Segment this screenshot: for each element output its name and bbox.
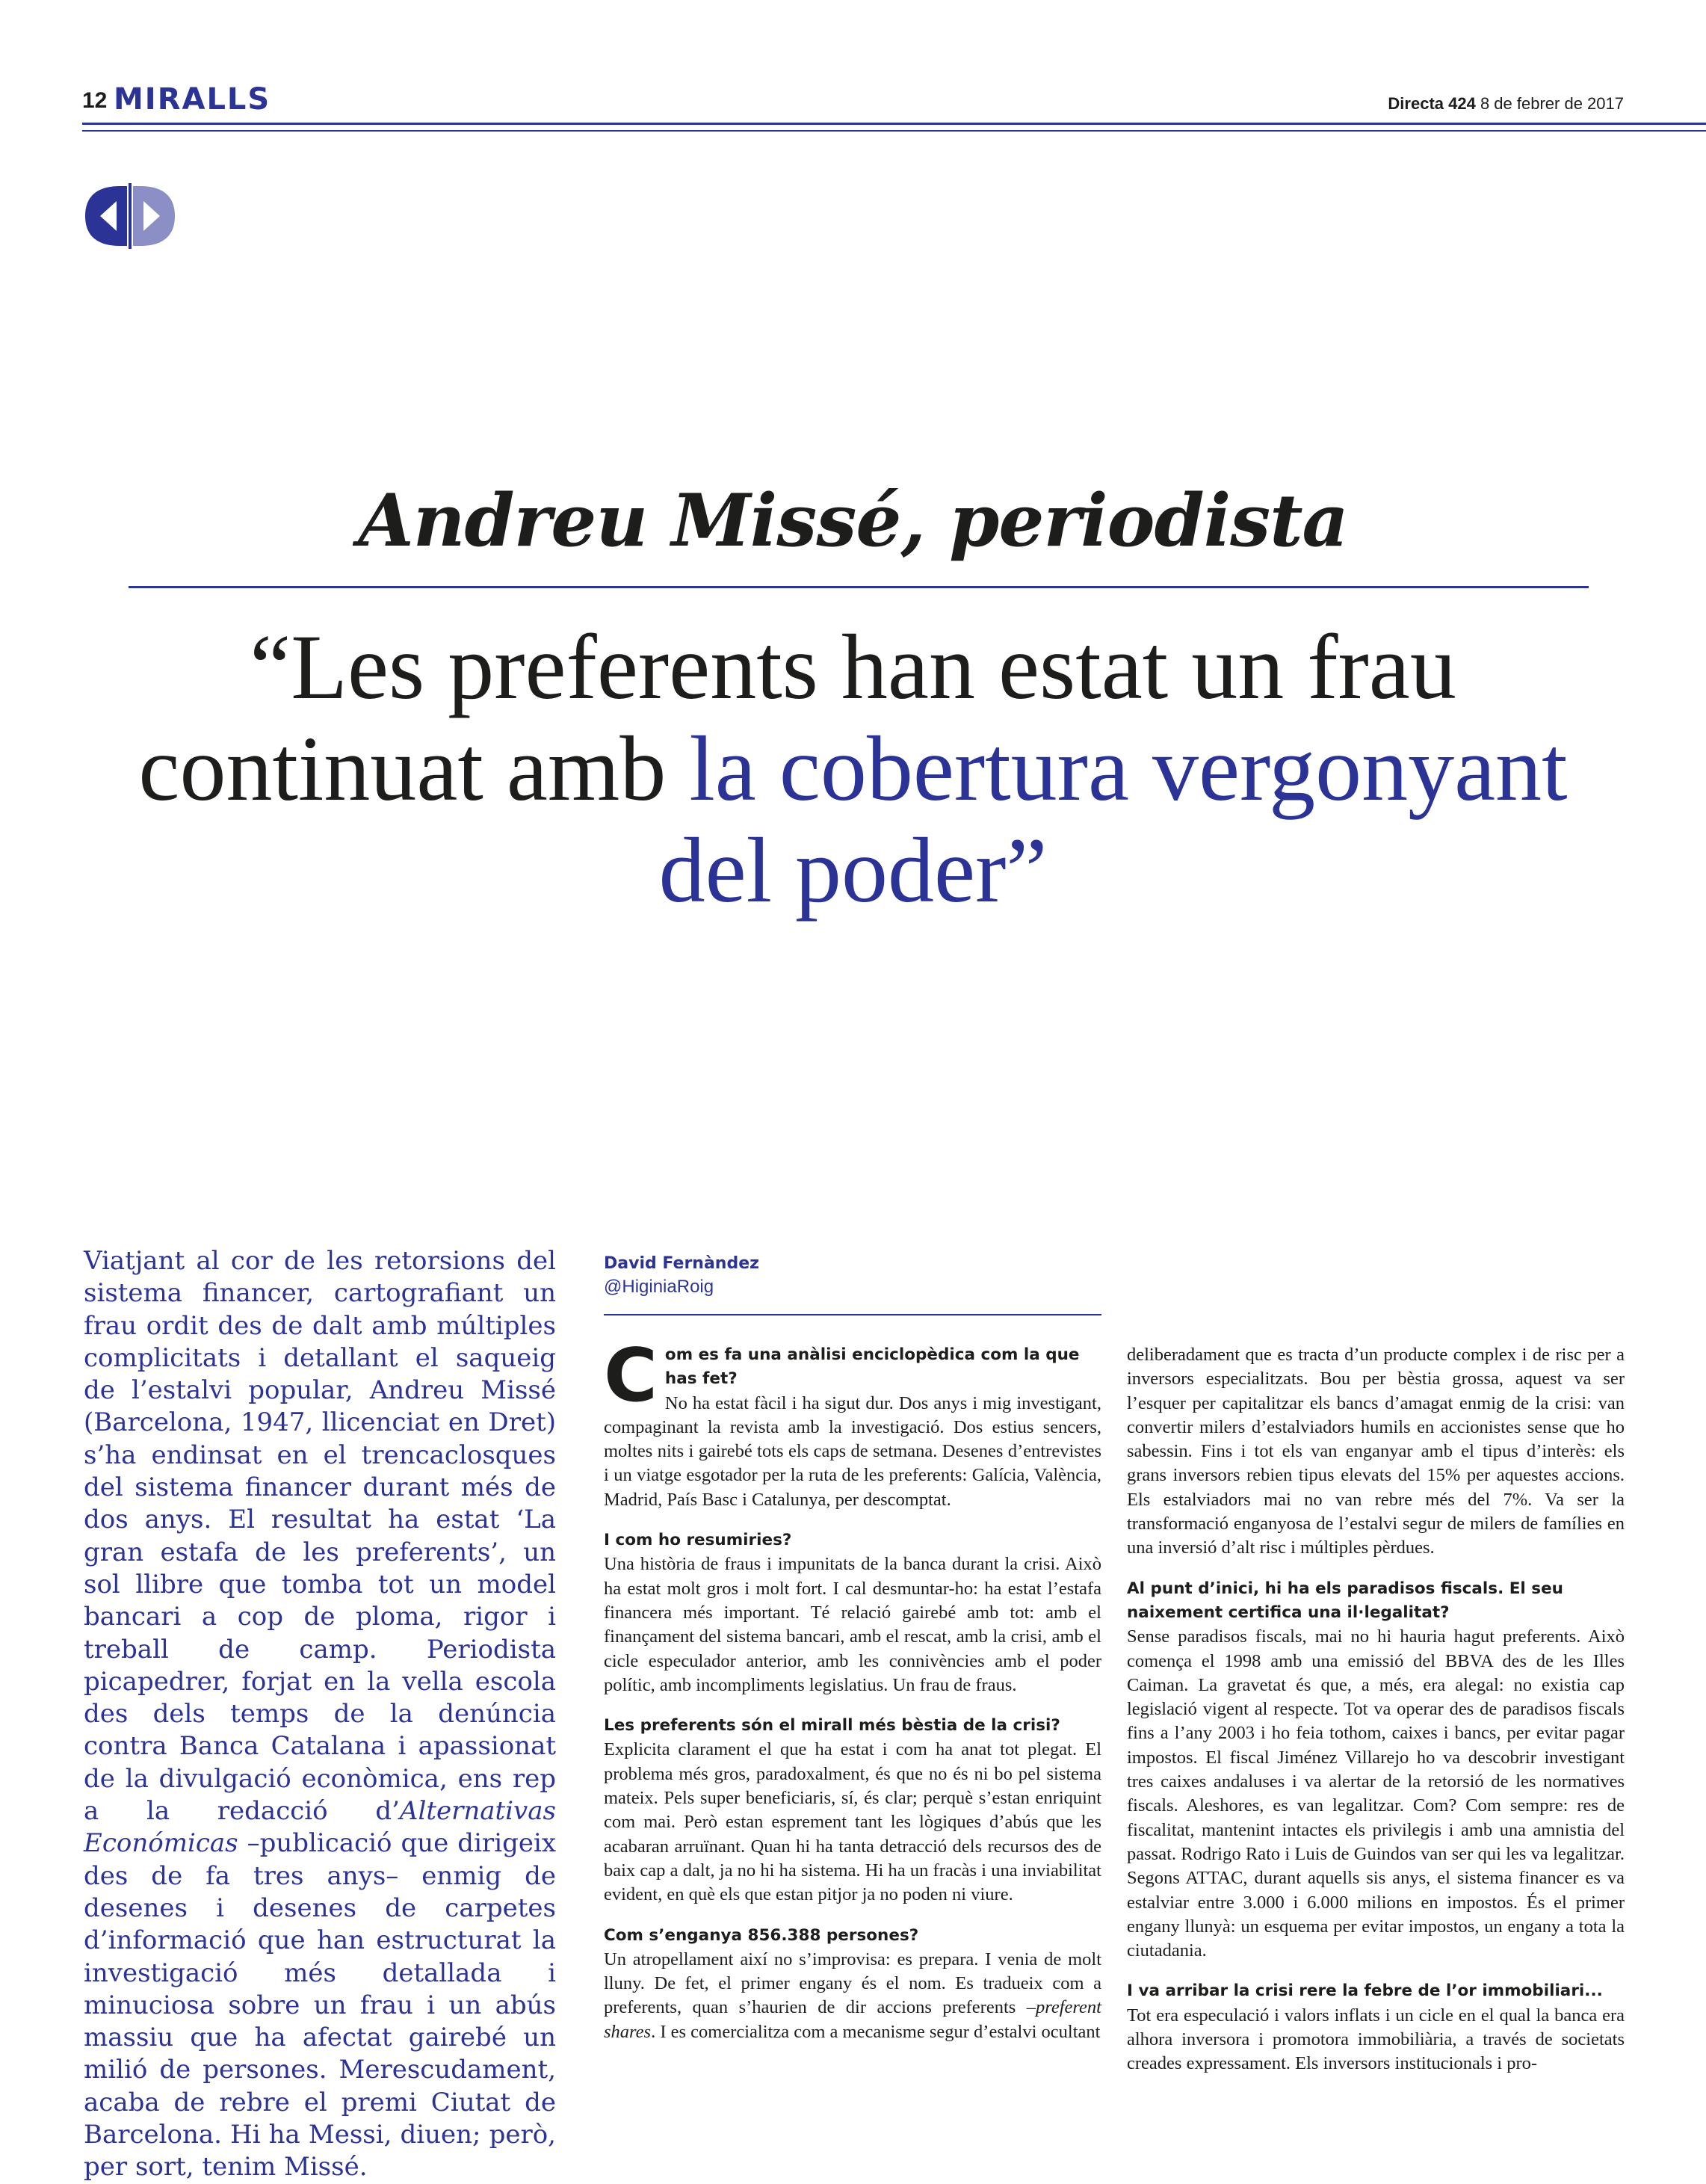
- answer-continued: deliberadament que es tracta d’un producte complex i de risc per a inversors especialitzats. Bou per bèstia grossa, aquest va ser l’esquer per capitalitzar els bancs d’amagat enmig de la crisi: van convertir milers d’estalviadors humils en accionistes sense que ho sabessin. Fins i tot els van enganyar amb el tipus d’interès: els grans inversors rebien tipus elevats del 15% per aquestes accions. Els estalviadors mai no van rebre més del 7%. Va ser la transformació enganyosa de l’estalvi segur de milers de famílies en una inversió d’alt risc i múltiples pèrdues.: [1127, 1345, 1625, 1558]
- page-number: 12: [82, 88, 108, 113]
- dropcap: C: [604, 1333, 658, 1419]
- intro-publication: Alternativas Económicas: [84, 1796, 556, 1859]
- interview-column-2: [1127, 1343, 1625, 2076]
- question: Les preferents són el mirall més bèstia de la crisi?: [604, 1716, 1060, 1736]
- byline-divider: [604, 1314, 1101, 1315]
- author-name: David Fernàndez: [604, 1254, 759, 1273]
- arrows-left-right-icon: [84, 183, 176, 249]
- interviewee-kicker: Andreu Missé, periodista: [358, 478, 1348, 563]
- quote-highlight: la cobertura vergonyant del poder: [658, 718, 1568, 922]
- answer-text: . I es comercialitza com a mecanisme segur d’estalvi ocultant: [651, 2021, 1101, 2042]
- header-rule: [82, 123, 1706, 125]
- intro-text-1: Viatjant al cor de les retorsions del sistema financer, cartografiant un frau ordit des de dalt amb múltiples complicitats i detallant el saqueig de l’estalvi popular, Andreu Missé (Barcelona, 1947, llicenciat en Dret) s’ha endinsat en el trencaclosques del sistema financer durant més de dos anys. El resultat ha estat ‘La gran estafa de les preferents’, un sol llibre que tomba tot un model bancari a cop de ploma, rigor i treball de camp. Periodista picapedrer, forjat en la vella escola des dels temps de la denúncia contra Banca Catalana i apassionat de la divulgació econòmica, ens rep a la redacció d’: [84, 1246, 556, 1827]
- question: Com s’enganya 856.388 persones?: [604, 1925, 919, 1945]
- answer-italic: preferent shares: [604, 1997, 1101, 2042]
- answer: Sense paradisos fiscals, mai no hi hauria hagut preferents. Això comença el 1998 amb una emissió del BBVA des de les Illes Caiman. La gravetat és que, a més, era alegal: no existia cap legislació vigent al respecte. Tot va operar des de paradisos fiscals fins a l’any 2003 i ho feia tothom, caixes i bancs, per evitar pagar impostos. El fiscal Jiménez Villarejo ho va descobrir investigant tres caixes andaluses i va alertar de la retorsió de les normatives fiscals. Aleshores, es van legalitzar. Com? Com sempre: res de fiscalitat, mantenint intactes els privilegis i amb una amnistia del passat. Rodrigo Rato i Luis de Guindos van ser qui les va legalitzar. Segons ATTAC, durant aquells sis anys, el sistema financer es va estalviar entre 3.000 i 6.000 milions en impostos. És el primer engany llunyà: un esquema per evitar impostos, un engany a tota la ciutadania.: [1127, 1626, 1625, 1961]
- question: I va arribar la crisi rere la febre de l’or immobiliari...: [1127, 1981, 1603, 2001]
- answer: Explicita clarament el que ha estat i com ha anat tot plegat. El problema més gros, paradoxalment, és que no és ni bo pel sistema mateix. Pels super beneficiaris, sí, és clar; perquè s’estan enriquint com mai. Però estan esprement tant les lògiques d’abús que les acabaran arruïnant. Quan hi ha tanta detracció dels recursos des de baix cap a dalt, ja no hi ha sistema. Hi ha un fracàs i una inviabilitat evident, en què els que estan pitjor ja no poden ni viure.: [604, 1739, 1101, 1905]
- intro-text-2: –publicació que dirigeix des de fa tres anys– enmig de desenes i desenes de carpetes d’informació que han estructurat la investigació més detallada i minuciosa sobre un frau i un abús massiu que ha afectat gairebé un milió de persones. Merescudament, acaba de rebre el premi Ciutat de Barcelona. Hi ha Messi, diuen; però, per sort, tenim Missé.: [84, 1828, 556, 2183]
- answer: [604, 1948, 1101, 2044]
- section-title: MIRALLS: [114, 82, 271, 117]
- question: Al punt d’inici, hi ha els paradisos fiscals. El seu naixement certifica una il·legalitat?: [1127, 1579, 1563, 1622]
- question: om es fa una anàlisi enciclopèdica com la que has fet?: [664, 1345, 1080, 1389]
- answer: Una història de fraus i impunitats de la banca durant la crisi. Això ha estat molt gros i molt fort. I cal desmuntar-ho: ha estat l’estafa financera més important. Té relació gairebé amb tot: amb el finançament del sistema bancari, amb el rescat, amb la crisi, amb el cicle especulador anterior, amb les connivències amb el poder polític, amb incompliments legislatius. Un frau de fraus.: [604, 1554, 1101, 1695]
- interview-column-1: [604, 1333, 1101, 2044]
- quote-start: “Les preferents han estat un frau continuat amb: [138, 616, 1456, 820]
- issue-date: 8 de febrer de 2017: [1480, 94, 1624, 113]
- answer-text: Un atropellament així no s’improvisa: es prepara. I venia de molt lluny. De fet, el primer engany és el nom. Es tradueix com a preferents, quan s’haurien de dir accions preferents –: [604, 1949, 1101, 2018]
- author-handle: @HiginiaRoig: [604, 1277, 714, 1297]
- issue-info: [1388, 94, 1624, 114]
- question: I com ho resumiries?: [604, 1531, 792, 1550]
- quote-end: ”: [1006, 819, 1048, 922]
- title-divider: [129, 586, 1589, 588]
- answer: Tot era especulació i valors inflats i un cicle en el qual la banca era alhora inversora i promotora immobiliària, a través de societats creades expressament. Els inversors institucionals i pro-: [1127, 2005, 1625, 2074]
- intro-paragraph: [84, 1245, 556, 2184]
- header-rule-thin: [82, 130, 1706, 132]
- headline-quote: [75, 617, 1631, 922]
- answer: No ha estat fàcil i ha sigut dur. Dos anys i mig investigant, compaginant la revista amb la investigació. Dos estius sencers, moltes nits i gairebé tots els caps de setmana. Desenes d’entrevistes i un viatge esgotador per la ruta de les preferents: Galícia, València, Madrid, País Basc i Catalunya, per descomptat.: [604, 1392, 1101, 1510]
- publication-name: Directa 424: [1388, 94, 1476, 113]
